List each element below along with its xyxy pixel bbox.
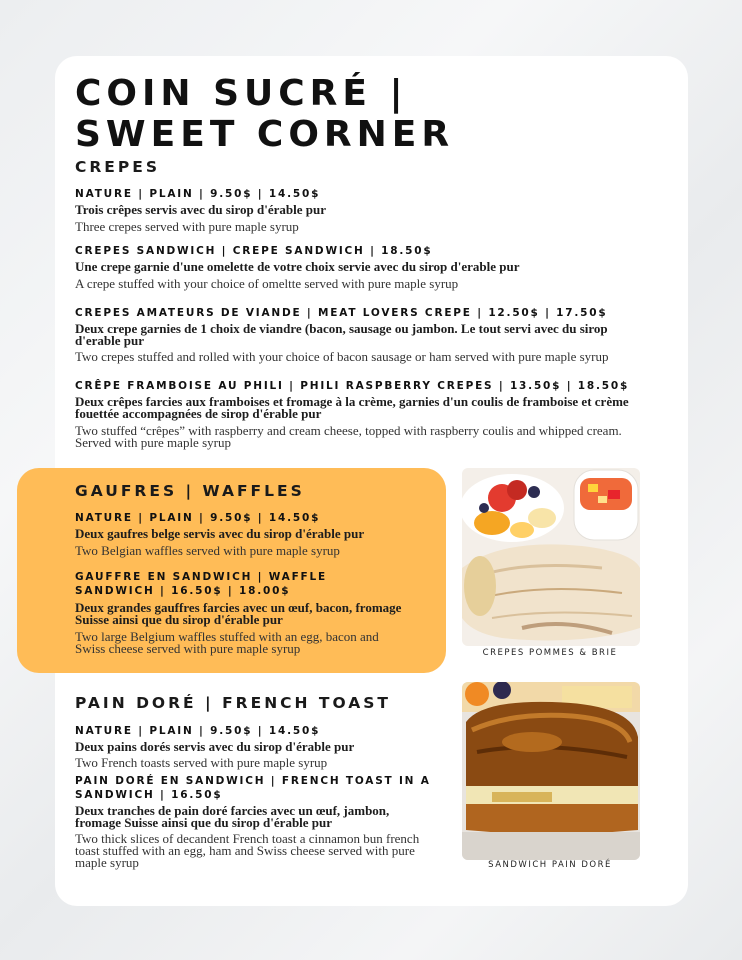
french-toast-photo-illustration: [462, 682, 640, 860]
item-desc-fr: Deux tranches de pain doré farcies avec un œuf, jambon, fromage Suisse ainsi que du sirop d'érable pur: [75, 803, 390, 830]
item-desc-en: Two Belgian waffles served with pure maple syrup: [75, 543, 340, 558]
item-desc-en: A crepe stuffed with your choice of omeltte served with pure maple syrup: [75, 276, 459, 291]
item-desc-en: Three crepes served with pure maple syrup: [75, 219, 299, 234]
item-title: CREPES SANDWICH | CREPE SANDWICH | 18.50$: [75, 245, 433, 257]
crepes-photo-illustration: [462, 468, 640, 646]
title-line-1: COIN SUCRÉ |: [75, 73, 408, 114]
title-line-2: SWEET CORNER: [75, 114, 455, 155]
item-desc-fr: Deux pains dorés servis avec du sirop d'érable pur: [75, 739, 355, 754]
item-desc-fr: Deux gaufres belge servis avec du sirop d'érable pur: [75, 526, 365, 541]
item-title: CRÊPE FRAMBOISE AU PHILI | PHILI RASPBERRY CREPES | 13.50$ | 18.50$: [75, 380, 630, 392]
page-title: [75, 73, 454, 155]
item-title: [75, 774, 431, 802]
item-title-line-2: SANDWICH | 16.50$ | 18.00$: [75, 585, 291, 597]
crepes-photo: [462, 468, 640, 646]
item-desc-en: Two thick slices of decandent French toast a cinnamon bun french toast stuffed with an egg, ham and Swiss cheese served with pure maple syrup: [75, 831, 420, 870]
item-desc-en: Two large Belgium waffles stuffed with an egg, bacon and Swiss cheese served with pure maple syrup: [75, 629, 379, 656]
french-toast-photo-caption: SANDWICH PAIN DORÉ: [488, 860, 612, 870]
item-desc-fr: Trois crêpes servis avec du sirop d'érable pur: [75, 202, 326, 217]
crepes-photo-caption: CREPES POMMES & BRIE: [482, 648, 618, 658]
section-title-waffles: GAUFRES | WAFFLES: [75, 482, 305, 500]
item-desc-fr: Une crepe garnie d'une omelette de votre choix servie avec du sirop d'erable pur: [75, 259, 520, 274]
item-title: NATURE | PLAIN | 9.50$ | 14.50$: [75, 725, 321, 737]
section-title-french-toast: PAIN DORÉ | FRENCH TOAST: [75, 694, 391, 712]
item-title: CREPES AMATEURS DE VIANDE | MEAT LOVERS CREPE | 12.50$ | 17.50$: [75, 307, 608, 319]
item-title-line-1: PAIN DORÉ EN SANDWICH | FRENCH TOAST IN A: [75, 775, 431, 787]
item-title-line-2: SANDWICH | 16.50$: [75, 789, 223, 801]
french-toast-photo: [462, 682, 640, 860]
item-title-line-1: GAUFFRE EN SANDWICH | WAFFLE: [75, 571, 327, 583]
item-desc-fr: Deux grandes gauffres farcies avec un œuf, bacon, fromage Suisse ainsi que du sirop d'érable pur: [75, 600, 402, 627]
section-title-crepes: CREPES: [75, 158, 161, 176]
item-desc-fr: Deux crepe garnies de 1 choix de viandre (bacon, sausage ou jambon. Le tout servi avec du sirop d'erable pur: [75, 321, 608, 348]
item-desc-en: Two crepes stuffed and rolled with your choice of bacon sausage or ham served with pure maple syrup: [75, 349, 609, 364]
item-title: NATURE | PLAIN | 9.50$ | 14.50$: [75, 512, 321, 524]
item-title: [75, 570, 327, 598]
item-desc-en: Two French toasts served with pure maple syrup: [75, 755, 328, 770]
item-desc-fr: Deux crêpes farcies aux framboises et fromage à la crème, garnies d'un coulis de framboise et crème fouettée accompagnées de sirop d'érable pur: [75, 394, 629, 421]
item-desc-en: Two stuffed “crêpes” with raspberry and cream cheese, topped with raspberry coulis and whipped cream. Served with pure maple syrup: [75, 423, 622, 450]
item-title: NATURE | PLAIN | 9.50$ | 14.50$: [75, 188, 321, 200]
